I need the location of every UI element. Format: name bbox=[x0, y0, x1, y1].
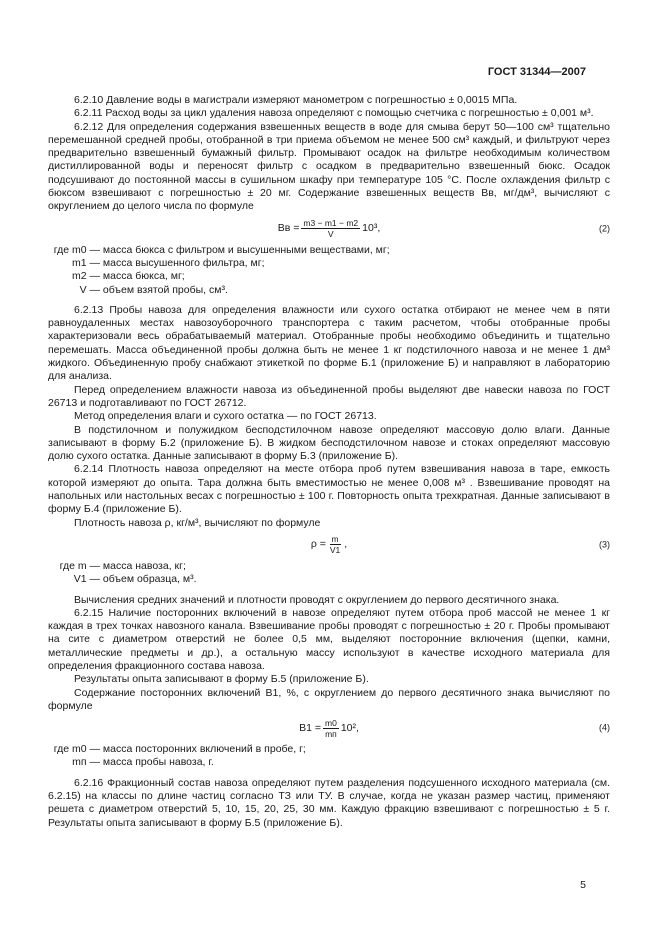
where-item bbox=[48, 756, 610, 769]
formula-4-numerator: m0 bbox=[325, 717, 337, 728]
formula-3-denominator: V1 bbox=[329, 545, 341, 556]
where-desc: масса посторонних включений в пробе, г; bbox=[102, 743, 306, 756]
where-term: mп — bbox=[72, 756, 100, 769]
where-term: где m — bbox=[59, 559, 100, 572]
paragraph-calculation: Вычисления средних значений и плотности проводят с округлением до первого десятичного знака. bbox=[74, 593, 560, 606]
paragraph-before-moisture: Перед определением влажности навоза из объединенной пробы выделяют две навески навоза по ГОСТ 26713 и подготавливают по ГОСТ 26712. bbox=[48, 383, 610, 409]
document-code: ГОСТ 31344—2007 bbox=[487, 66, 586, 78]
paragraph-6-2-10: 6.2.10 Давление воды в магистрали измеряют манометром с погрешностью ± 0,0015 МПа. bbox=[74, 94, 518, 106]
formula-4-lhs: B1 = bbox=[299, 721, 321, 734]
where-desc: масса пробы навоза, г. bbox=[102, 756, 214, 769]
paragraph-density: Плотность навоза ρ, кг/м³, вычисляют по формуле bbox=[74, 516, 321, 529]
where-term: m2 — bbox=[71, 270, 100, 283]
document-body bbox=[48, 94, 610, 830]
paragraph-bedding: В подстилочном и полужидком бесподстилочном навозе определяют массовую долю влаги. Данные записывают в форму Б.2 (приложение Б). В жидком бесподстилочном навозе и стоках определяют массовую долю сухого остатка. Данные записывают в форму Б.3 (приложение Б). bbox=[48, 423, 610, 463]
formula-2-numerator: m3 − m1 − m2 bbox=[303, 218, 359, 229]
where-item bbox=[48, 257, 610, 270]
formula-3-fraction bbox=[328, 534, 342, 555]
formula-2-number: (2) bbox=[599, 223, 610, 234]
where-item bbox=[48, 244, 610, 257]
where-item bbox=[48, 573, 610, 586]
paragraph-6-2-15: 6.2.15 Наличие посторонних включений в навозе определяют путем отбора проб массой не менее 1 кг каждая в трех точках навозного канала. Взвешивание пробы проводят с погрешностью ± 20 г. Пробы промывают на сите с диаметром отверстий не более 0,5 мм, выделяют посторонние включения (щепки, камни, металлические предметы и др.), а остальную массу используют в качестве исходного материала для определения фракционного состава навоза. bbox=[48, 606, 610, 672]
formula-4-fraction bbox=[323, 718, 339, 739]
where-desc: масса высушенного фильтра, мг; bbox=[102, 256, 265, 269]
paragraph-6-2-16: 6.2.16 Фракционный состав навоза определяют путем разделения подсушенного исходного материала (см. 6.2.15) на классы по длине частиц согласно ТЗ или ТУ. В случае, когда не указан размер частиц, применяют решета с диаметром отверстий 5, 10, 15, 20, 25, 30 мм. Каждую фракцию взвешивают с погрешностью ± 5 г. Результаты опыта записывают в форму Б.5 (приложение Б). bbox=[48, 776, 610, 829]
where-desc: объем взятой пробы, см³. bbox=[102, 283, 228, 296]
formula-2-fraction bbox=[301, 218, 360, 239]
formula-2 bbox=[48, 214, 610, 244]
formula-2-factor: 10³, bbox=[362, 222, 381, 235]
where-term: V1 — bbox=[73, 573, 100, 586]
formula-4-number: (4) bbox=[599, 722, 610, 733]
formula-3-number: (3) bbox=[599, 539, 610, 550]
formula-3-lhs: ρ = bbox=[310, 538, 326, 551]
where-item bbox=[48, 270, 610, 283]
where-desc: масса навоза, кг; bbox=[102, 559, 186, 572]
where-term: где m0 — bbox=[53, 743, 100, 756]
where-term: m1 — bbox=[71, 256, 100, 269]
formula-4-denominator: mп bbox=[325, 728, 337, 739]
paragraph-6-2-11: 6.2.11 Расход воды за цикл удаления навоза определяют с помощью счетчика с погрешностью ± 0,001 м³. bbox=[74, 107, 594, 120]
formula-2-denominator: V bbox=[327, 229, 334, 240]
page-number: 5 bbox=[580, 879, 586, 891]
where-item bbox=[48, 560, 610, 573]
formula-3-tail: , bbox=[344, 538, 348, 551]
paragraph-6-2-14: 6.2.14 Плотность навоза определяют на месте отбора проб путем взвешивания навоза в таре, емкость которой измеряют до опыта. Тара должна быть вместимостью не менее 0,008 м³ . Взвешивание проводят на напольных или настольных весах с погрешностью ± 100 г. Повторность опыта трехкратная. Данные записывают в форму Б.4 (приложение Б). bbox=[48, 463, 610, 516]
paragraph-foreign-content: Содержание посторонних включений B1, %, с округлением до первого десятичного знака вычисляют по формуле bbox=[48, 686, 610, 712]
where-desc: масса бюкса, мг; bbox=[102, 270, 185, 283]
where-item bbox=[48, 743, 610, 756]
where-desc: масса бюкса с фильтром и высушенными веществами, мг; bbox=[102, 243, 390, 256]
formula-3 bbox=[48, 530, 610, 560]
where-desc: объем образца, м³. bbox=[102, 573, 197, 586]
formula-2-lhs: Bв = bbox=[277, 222, 300, 235]
formula-4-factor: 10², bbox=[340, 721, 359, 734]
paragraph-method: Метод определения влаги и сухого остатка — по ГОСТ 26713. bbox=[74, 410, 377, 423]
where-term: где m0 — bbox=[53, 243, 100, 256]
where-item bbox=[48, 284, 610, 297]
formula-3-numerator: m bbox=[331, 534, 339, 545]
paragraph-6-2-12: 6.2.12 Для определения содержания взвешенных веществ в воде для смыва берут 50—100 см³ тщательно перемешанной средней пробы, отобранной в три приема объемом не менее 500 см³ каждый, и фильтруют через предварительно взвешенный бумажный фильтр. Промывают осадок на фильтре необходимым количеством дистиллированной воды и переносят фильтр с осадком в предварительно взвешенный бюкс. Осадок подсушивают до постоянной массы в сушильном шкафу при температуре 105 °С. После охлаждения фильтр с бюксом взвешивают с погрешностью ± 20 мг. Содержание взвешенных веществ Bв, мг/дм³, вычисляют с округлением до целого числа по формуле bbox=[48, 120, 610, 213]
paragraph-6-2-13: 6.2.13 Пробы навоза для определения влажности или сухого остатка отбирают не менее чем в пяти равноудаленных местах навозоуборочного транспортера с таким расчетом, чтобы отобранные пробы характеризовали весь обрабатываемый материал. Отобранные пробы необходимо объединить и тщательно перемешать. Масса объединенной пробы должна быть не менее 1 кг подстилочного навоза и не менее 1 дм³ жидкого. Объединенную пробу снабжают этикеткой по форме Б.1 (приложение Б) и направляют в лабораторию для анализа. bbox=[48, 303, 610, 383]
paragraph-results: Результаты опыта записывают в форму Б.5 (приложение Б). bbox=[74, 673, 369, 686]
where-term: V — bbox=[79, 283, 100, 296]
formula-4 bbox=[48, 713, 610, 743]
